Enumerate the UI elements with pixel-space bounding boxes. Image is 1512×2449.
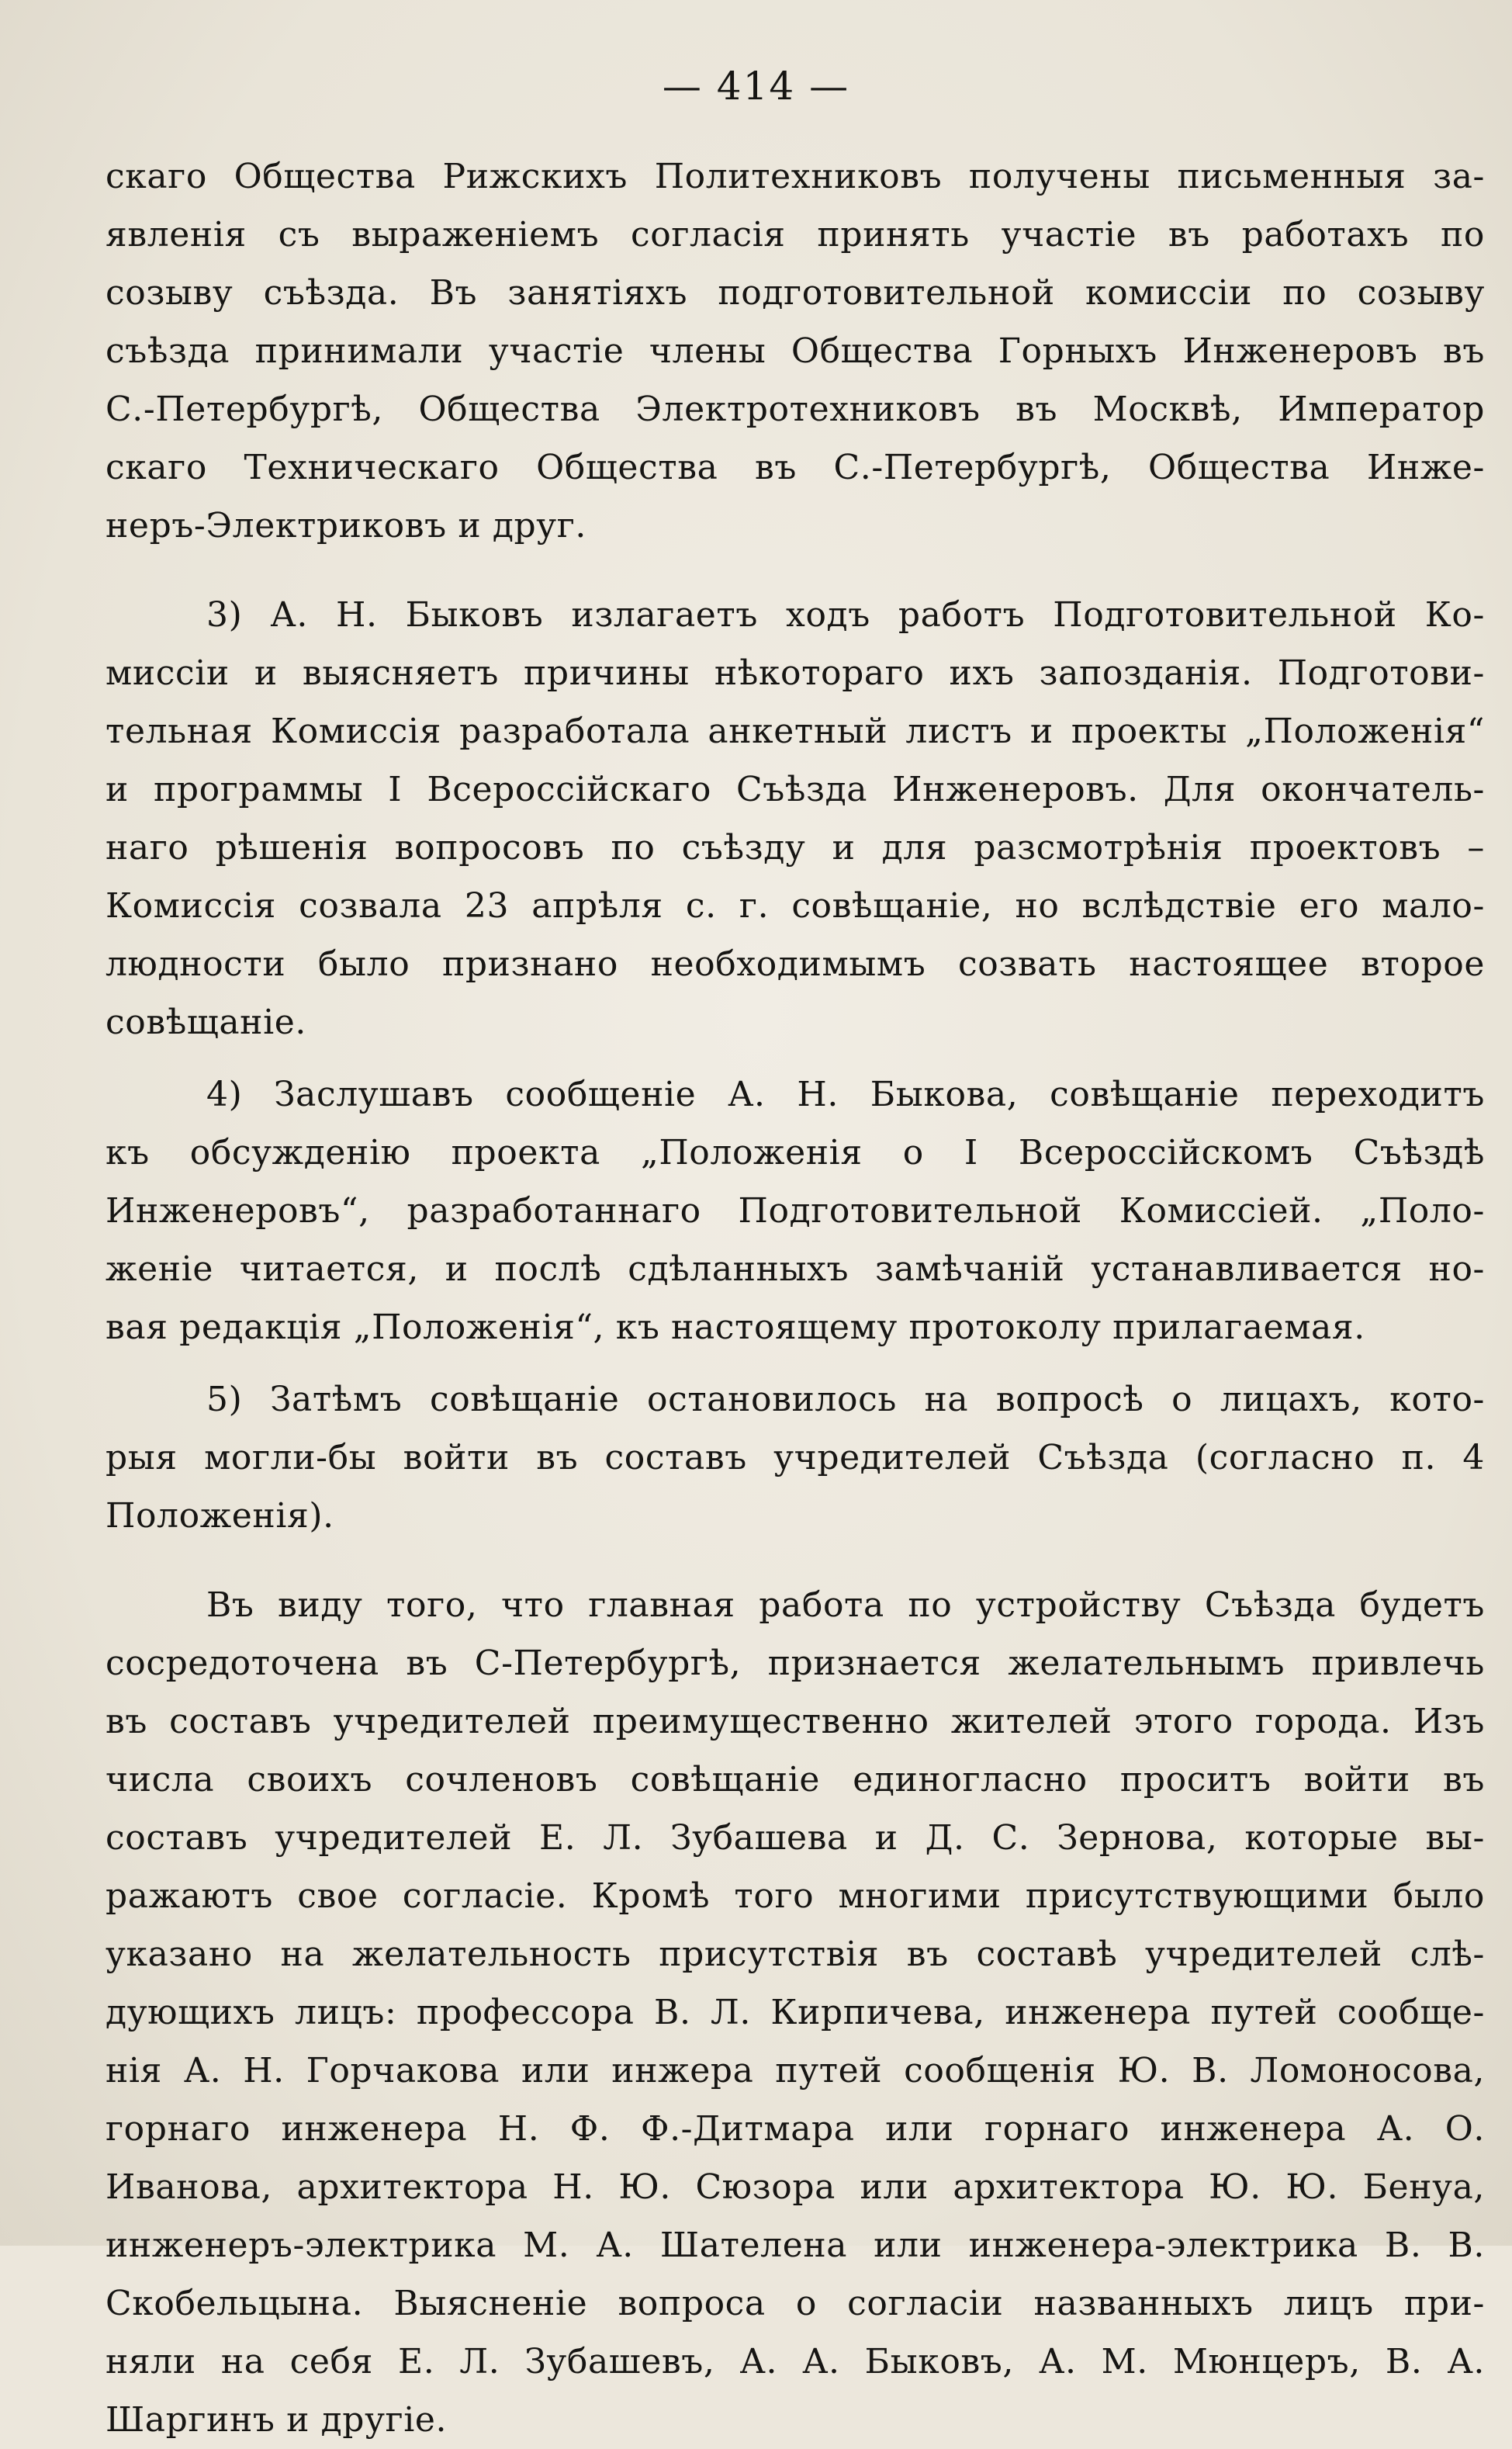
text-line: С.-Петербургѣ, Общества Электротехниковъ въ Москвѣ, Император	[106, 390, 1485, 429]
text-line: Комиссія созвала 23 апрѣля с. г. совѣщаніе, но вслѣдствіе его мало-	[106, 886, 1485, 926]
text-line: тельная Комиссія разработала анкетный листъ и проекты „Положенія“	[106, 712, 1485, 751]
text-line: явленія съ выраженіемъ согласія принять участіе въ работахъ по	[106, 215, 1485, 255]
text-line: наго рѣшенія вопросовъ по съѣзду и для разсмотрѣнія проектовъ –	[106, 828, 1485, 868]
text-line: скаго Техническаго Общества въ С.-Петербургѣ, Общества Инже-	[106, 448, 1485, 487]
text-line: Иванова, архитектора Н. Ю. Сюзора или архитектора Ю. Ю. Бенуа,	[106, 2167, 1485, 2207]
text-line: 3) А. Н. Быковъ излагаетъ ходъ работъ Подготовительной Ко-	[206, 595, 1485, 635]
text-line: 5) Затѣмъ совѣщаніе остановилось на вопросѣ о лицахъ, кото-	[206, 1380, 1485, 1419]
text-line: числа своихъ сочленовъ совѣщаніе единогласно проситъ войти въ	[106, 1760, 1485, 1800]
paragraph-3	[106, 1065, 1485, 1356]
text-line: къ обсужденію проекта „Положенія о I Всероссійскомъ Съѣздѣ	[106, 1133, 1485, 1173]
text-line: женіе читается, и послѣ сдѣланныхъ замѣчаній устанавливается но-	[106, 1249, 1485, 1289]
text-line: Инженеровъ“, разработаннаго Подготовительной Комиссіей. „Поло-	[106, 1191, 1485, 1231]
text-line: въ составъ учредителей преимущественно жителей этого города. Изъ	[106, 1702, 1485, 1741]
text-line: няли на себя Е. Л. Зубашевъ, А. А. Быковъ, А. М. Мюнцеръ, В. А.	[106, 2342, 1485, 2381]
paragraph-2	[106, 586, 1485, 1051]
text-line: Въ виду того, что главная работа по устройству Съѣзда будетъ	[206, 1585, 1485, 1625]
text-line: неръ-Электриковъ и друг.	[106, 506, 587, 546]
text-line: совѣщаніе.	[106, 1003, 306, 1042]
text-line: Шаргинъ и другіе.	[106, 2400, 448, 2440]
text-line: миссіи и выясняетъ причины нѣкотораго ихъ запозданія. Подготови-	[106, 653, 1485, 693]
text-line: Положенія).	[106, 1496, 334, 1536]
page-number: — 414 —	[662, 64, 850, 109]
text-line: инженеръ-электрика М. А. Шателена или инженера-электрика В. В.	[106, 2226, 1485, 2265]
body-text	[106, 147, 1485, 2449]
text-line: рыя могли-бы войти въ составъ учредителей Съѣзда (согласно п. 4	[106, 1438, 1485, 1477]
text-line: 4) Заслушавъ сообщеніе А. Н. Быкова, совѣщаніе переходитъ	[206, 1075, 1485, 1114]
text-line: ражаютъ свое согласіе. Кромѣ того многими присутствующими было	[106, 1876, 1485, 1916]
text-line: указано на желательность присутствія въ составѣ учредителей слѣ-	[106, 1935, 1485, 1974]
text-line: Скобельцына. Выясненіе вопроса о согласіи названныхъ лицъ при-	[106, 2284, 1485, 2323]
text-line: нія А. Н. Горчакова или инжера путей сообщенія Ю. В. Ломоносова,	[106, 2051, 1485, 2090]
text-line: созыву съѣзда. Въ занятіяхъ подготовительной комиссіи по созыву	[106, 273, 1485, 313]
text-line: вая редакція „Положенія“, къ настоящему протоколу прилагаемая.	[106, 1308, 1365, 1347]
text-line: горнаго инженера Н. Ф. Ф.-Дитмара или горнаго инженера А. О.	[106, 2109, 1485, 2149]
text-line: скаго Общества Рижскихъ Политехниковъ получены письменныя за-	[106, 157, 1485, 196]
text-line: сосредоточена въ С-Петербургѣ, признается желательнымъ привлечь	[106, 1644, 1485, 1683]
text-line: составъ учредителей Е. Л. Зубашева и Д. С. Зернова, которые вы-	[106, 1818, 1485, 1858]
text-line: людности было признано необходимымъ созвать настоящее второе	[106, 944, 1485, 984]
paragraph-1	[106, 147, 1485, 555]
text-line: дующихъ лицъ: профессора В. Л. Кирпичева, инженера путей сообще-	[106, 1993, 1485, 2032]
paragraph-5	[106, 1576, 1485, 2449]
text-line: и программы I Всероссійскаго Съѣзда Инженеровъ. Для окончатель-	[106, 770, 1485, 809]
text-line: съѣзда принимали участіе члены Общества Горныхъ Инженеровъ въ	[106, 331, 1485, 371]
paragraph-4	[106, 1370, 1485, 1545]
